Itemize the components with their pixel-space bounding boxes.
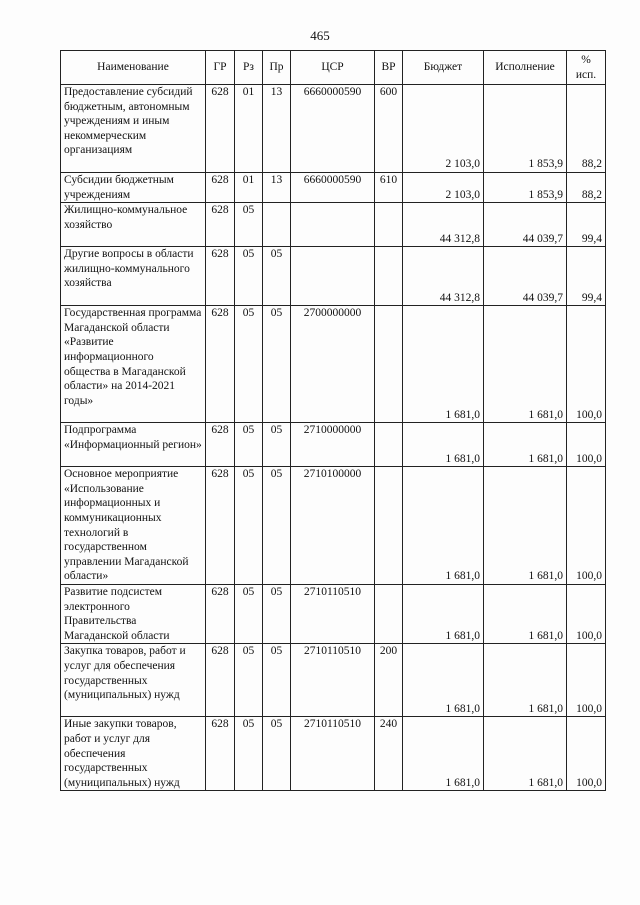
cell-name: Развитие подсистем электронного Правительства Магаданской области: [61, 584, 206, 643]
cell-gr: 628: [206, 203, 235, 247]
cell-name: Государственная программа Магаданской области «Развитие информационного общества в Магаданской области» на 2014-2021 годы»: [61, 306, 206, 423]
cell-execution: 1 681,0: [484, 423, 567, 467]
cell-execution: 44 039,7: [484, 203, 567, 247]
cell-gr: 628: [206, 644, 235, 717]
cell-percent: 100,0: [567, 423, 606, 467]
cell-csr: 2700000000: [291, 306, 375, 423]
cell-pr: 05: [263, 644, 291, 717]
cell-gr: 628: [206, 247, 235, 306]
cell-percent: 88,2: [567, 173, 606, 203]
cell-pr: 05: [263, 584, 291, 643]
cell-csr: 6660000590: [291, 173, 375, 203]
cell-pr: 05: [263, 717, 291, 791]
cell-vr: 240: [375, 717, 403, 791]
header-budget: Бюджет: [403, 51, 484, 85]
cell-percent: 88,2: [567, 85, 606, 173]
table-row: [61, 306, 606, 423]
table-row: [61, 584, 606, 643]
page-number: 465: [310, 28, 330, 43]
cell-gr: 628: [206, 423, 235, 467]
header-vr: ВР: [375, 51, 403, 85]
cell-percent: 99,4: [567, 203, 606, 247]
cell-rz: 05: [235, 203, 263, 247]
cell-name: Субсидии бюджетным учреждениям: [61, 173, 206, 203]
cell-vr: 600: [375, 85, 403, 173]
table-row: [61, 717, 606, 791]
cell-execution: 1 853,9: [484, 85, 567, 173]
cell-csr: 6660000590: [291, 85, 375, 173]
cell-pr: [263, 203, 291, 247]
table-row: [61, 423, 606, 467]
cell-vr: [375, 306, 403, 423]
cell-budget: 44 312,8: [403, 247, 484, 306]
cell-percent: 100,0: [567, 717, 606, 791]
cell-vr: 610: [375, 173, 403, 203]
table-row: [61, 173, 606, 203]
table-row: [61, 467, 606, 585]
cell-execution: 44 039,7: [484, 247, 567, 306]
cell-csr: [291, 203, 375, 247]
cell-pr: 05: [263, 247, 291, 306]
cell-execution: 1 681,0: [484, 467, 567, 585]
cell-percent: 100,0: [567, 306, 606, 423]
cell-execution: 1 681,0: [484, 584, 567, 643]
table-header-row: [61, 51, 606, 85]
cell-rz: 05: [235, 644, 263, 717]
cell-csr: 2710110510: [291, 584, 375, 643]
cell-csr: 2710100000: [291, 467, 375, 585]
cell-name: Основное мероприятие «Использование информационных и коммуникационных технологий в государственном управлении Магаданской области»: [61, 467, 206, 585]
cell-budget: 2 103,0: [403, 85, 484, 173]
table-row: [61, 247, 606, 306]
cell-percent: 100,0: [567, 467, 606, 585]
cell-budget: 2 103,0: [403, 173, 484, 203]
header-percent-sign: %: [581, 53, 591, 66]
table-body: [61, 85, 606, 791]
cell-gr: 628: [206, 467, 235, 585]
cell-name: Иные закупки товаров, работ и услуг для обеспечения государственных (муниципальных) нужд: [61, 717, 206, 791]
header-execution: Исполнение: [484, 51, 567, 85]
cell-name: Предоставление субсидий бюджетным, автономным учреждениям и иным некоммерческим организациям: [61, 85, 206, 173]
cell-execution: 1 681,0: [484, 306, 567, 423]
cell-percent: 100,0: [567, 584, 606, 643]
cell-percent: 100,0: [567, 644, 606, 717]
cell-pr: 13: [263, 173, 291, 203]
cell-rz: 01: [235, 173, 263, 203]
cell-vr: [375, 423, 403, 467]
cell-budget: 1 681,0: [403, 717, 484, 791]
header-gr: ГР: [206, 51, 235, 85]
cell-percent: 99,4: [567, 247, 606, 306]
cell-csr: 2710110510: [291, 717, 375, 791]
table-row: [61, 644, 606, 717]
cell-gr: 628: [206, 584, 235, 643]
cell-budget: 1 681,0: [403, 306, 484, 423]
budget-table: [60, 50, 606, 791]
cell-execution: 1 853,9: [484, 173, 567, 203]
cell-name: Подпрограмма «Информационный регион»: [61, 423, 206, 467]
cell-gr: 628: [206, 306, 235, 423]
cell-vr: [375, 584, 403, 643]
cell-pr: 05: [263, 423, 291, 467]
cell-vr: [375, 247, 403, 306]
cell-vr: [375, 203, 403, 247]
cell-name: Другие вопросы в области жилищно-коммунального хозяйства: [61, 247, 206, 306]
cell-execution: 1 681,0: [484, 717, 567, 791]
cell-name: Закупка товаров, работ и услуг для обеспечения государственных (муниципальных) нужд: [61, 644, 206, 717]
header-percent: [567, 51, 606, 85]
cell-gr: 628: [206, 85, 235, 173]
cell-rz: 01: [235, 85, 263, 173]
cell-rz: 05: [235, 584, 263, 643]
cell-budget: 1 681,0: [403, 423, 484, 467]
cell-vr: 200: [375, 644, 403, 717]
table-row: [61, 85, 606, 173]
cell-csr: [291, 247, 375, 306]
cell-gr: 628: [206, 173, 235, 203]
cell-csr: 2710110510: [291, 644, 375, 717]
cell-rz: 05: [235, 467, 263, 585]
cell-budget: 1 681,0: [403, 467, 484, 585]
cell-gr: 628: [206, 717, 235, 791]
cell-csr: 2710000000: [291, 423, 375, 467]
cell-rz: 05: [235, 247, 263, 306]
cell-rz: 05: [235, 306, 263, 423]
header-csr: ЦСР: [291, 51, 375, 85]
cell-pr: 05: [263, 306, 291, 423]
header-percent-label: исп.: [575, 68, 597, 81]
cell-budget: 1 681,0: [403, 644, 484, 717]
cell-budget: 1 681,0: [403, 584, 484, 643]
cell-pr: 13: [263, 85, 291, 173]
header-pr: Пр: [263, 51, 291, 85]
cell-execution: 1 681,0: [484, 644, 567, 717]
cell-vr: [375, 467, 403, 585]
cell-budget: 44 312,8: [403, 203, 484, 247]
cell-name: Жилищно-коммунальное хозяйство: [61, 203, 206, 247]
cell-rz: 05: [235, 423, 263, 467]
cell-rz: 05: [235, 717, 263, 791]
header-name: Наименование: [61, 51, 206, 85]
header-rz: Рз: [235, 51, 263, 85]
table-row: [61, 203, 606, 247]
cell-pr: 05: [263, 467, 291, 585]
